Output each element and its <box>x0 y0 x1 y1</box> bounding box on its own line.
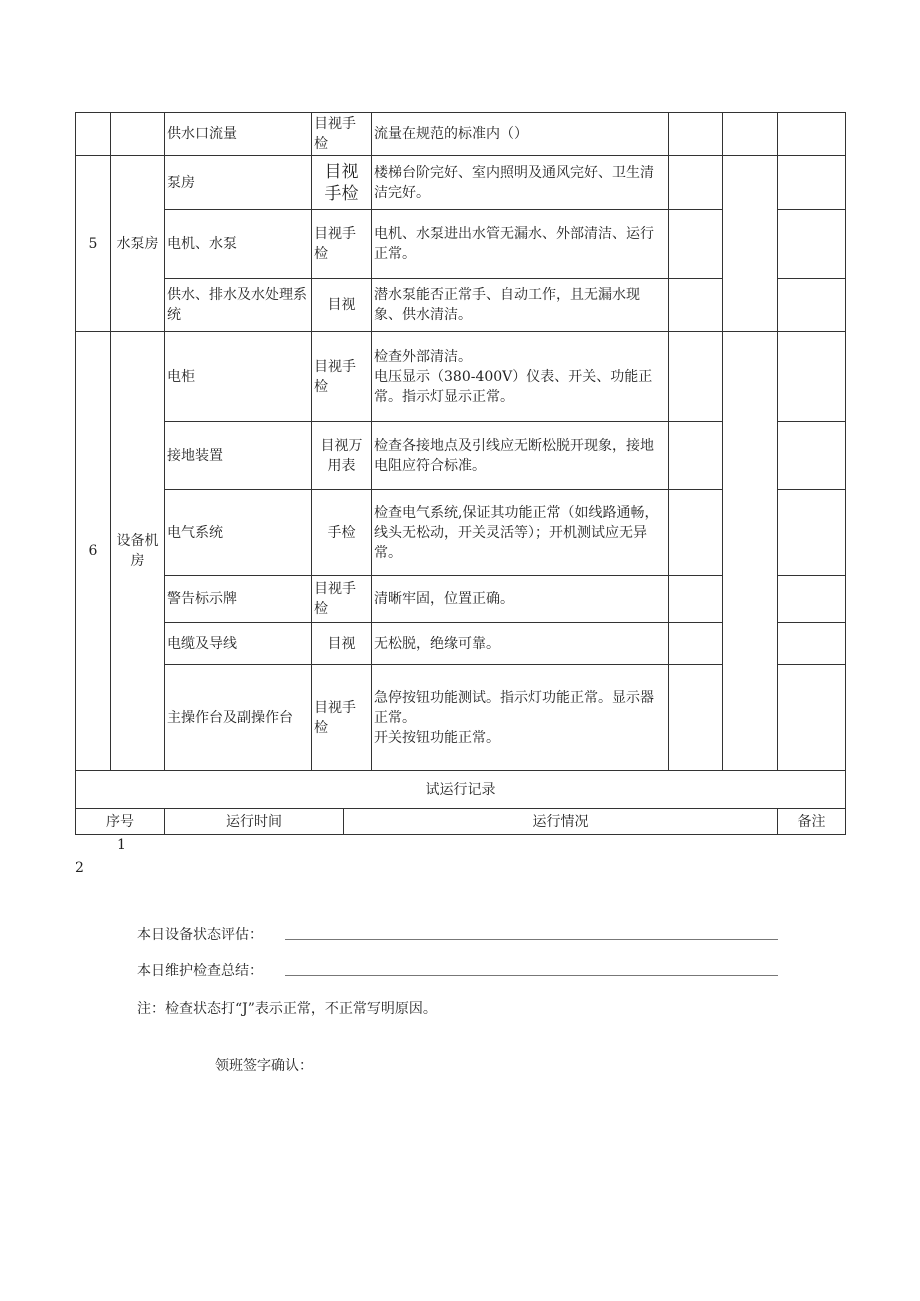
standard-cell: 楼梯台阶完好、室内照明及通风完好、卫生清洁完好。 <box>372 156 669 210</box>
standard-cell: 检查各接地点及引线应无断松脱开现象，接地电阻应符合标准。 <box>372 422 669 490</box>
status-cell[interactable] <box>669 422 723 490</box>
status-cell[interactable] <box>669 490 723 576</box>
area-cell <box>111 113 165 156</box>
item-cell: 泵房 <box>165 156 312 210</box>
inspection-table <box>75 112 846 771</box>
standard-cell: 急停按钮功能测试。指示灯功能正常。显示器正常。 开关按钮功能正常。 <box>372 665 669 771</box>
header-remark: 备注 <box>778 809 846 835</box>
remark-cell[interactable] <box>778 210 846 279</box>
status-cell[interactable] <box>669 156 723 210</box>
standard-cell: 无松脱，绝缘可靠。 <box>372 623 669 665</box>
note-text: 注：检查状态打“J”表示正常，不正常写明原因。 <box>137 1001 437 1017</box>
standard-cell: 流量在规范的标准内（） <box>372 113 669 156</box>
header-seq: 序号 <box>76 809 165 835</box>
method-cell: 目视手 检 <box>312 113 372 156</box>
trial-run-table <box>75 770 846 835</box>
status-cell[interactable] <box>669 665 723 771</box>
header-time: 运行时间 <box>165 809 344 835</box>
standard-cell: 清晰牢固，位置正确。 <box>372 576 669 623</box>
trial-row-number: 2 <box>75 860 84 876</box>
remark-cell[interactable] <box>778 665 846 771</box>
trial-row-number: 1 <box>117 837 126 853</box>
remark-cell[interactable] <box>778 576 846 623</box>
header-status: 运行情况 <box>344 809 778 835</box>
item-cell: 电缆及导线 <box>165 623 312 665</box>
status-cell[interactable] <box>669 623 723 665</box>
status-eval-line[interactable] <box>285 939 778 940</box>
section-name: 水泵房 <box>111 156 165 332</box>
method-cell: 目视 <box>312 623 372 665</box>
status-cell[interactable] <box>669 210 723 279</box>
standard-cell: 电机、水泵进出水管无漏水、外部清洁、运行正常。 <box>372 210 669 279</box>
remark-cell[interactable] <box>778 490 846 576</box>
trial-run-title: 试运行记录 <box>76 771 846 809</box>
table-row <box>76 156 846 210</box>
method-cell: 手检 <box>312 490 372 576</box>
item-cell: 供水口流量 <box>165 113 312 156</box>
remark-cell[interactable] <box>778 422 846 490</box>
item-cell: 主操作台及副操作台 <box>165 665 312 771</box>
summary-line[interactable] <box>285 975 778 976</box>
status-cell[interactable] <box>723 156 778 332</box>
status-eval-label: 本日设备状态评估： <box>137 927 263 943</box>
method-cell: 目视手 检 <box>312 210 372 279</box>
method-cell: 目视万 用表 <box>312 422 372 490</box>
table-row <box>76 113 846 156</box>
status-cell[interactable] <box>723 113 778 156</box>
status-cell[interactable] <box>669 576 723 623</box>
method-cell: 目视 手检 <box>312 156 372 210</box>
remark-cell[interactable] <box>778 156 846 210</box>
item-cell: 接地装置 <box>165 422 312 490</box>
seq-cell <box>76 113 111 156</box>
item-cell: 电柜 <box>165 332 312 422</box>
table-row <box>76 332 846 422</box>
item-cell: 电机、水泵 <box>165 210 312 279</box>
method-cell: 目视手 检 <box>312 576 372 623</box>
status-cell[interactable] <box>669 113 723 156</box>
standard-cell: 潜水泵能否正常手、自动工作，且无漏水现象、供水清洁。 <box>372 279 669 332</box>
remark-cell[interactable] <box>778 332 846 422</box>
status-cell[interactable] <box>669 332 723 422</box>
standard-cell: 检查外部清洁。 电压显示（380-400V）仪表、开关、功能正常。指示灯显示正常。 <box>372 332 669 422</box>
status-cell[interactable] <box>669 279 723 332</box>
signature-label: 领班签字确认： <box>215 1058 313 1074</box>
method-cell: 目视手 检 <box>312 332 372 422</box>
remark-cell[interactable] <box>778 279 846 332</box>
section-name: 设备机 房 <box>111 332 165 771</box>
summary-label: 本日维护检查总结： <box>137 963 263 979</box>
item-cell: 电气系统 <box>165 490 312 576</box>
item-cell: 警告标示牌 <box>165 576 312 623</box>
section-number: 6 <box>76 332 111 771</box>
remark-cell[interactable] <box>778 623 846 665</box>
standard-cell: 检查电气系统,保证其功能正常（如线路通畅，线头无松动，开关灵活等）；开机测试应无异常。 <box>372 490 669 576</box>
remark-cell[interactable] <box>778 113 846 156</box>
status-cell[interactable] <box>723 332 778 771</box>
item-cell: 供水、排水及水处理系统 <box>165 279 312 332</box>
method-cell: 目视 <box>312 279 372 332</box>
method-cell: 目视手 检 <box>312 665 372 771</box>
section-number: 5 <box>76 156 111 332</box>
